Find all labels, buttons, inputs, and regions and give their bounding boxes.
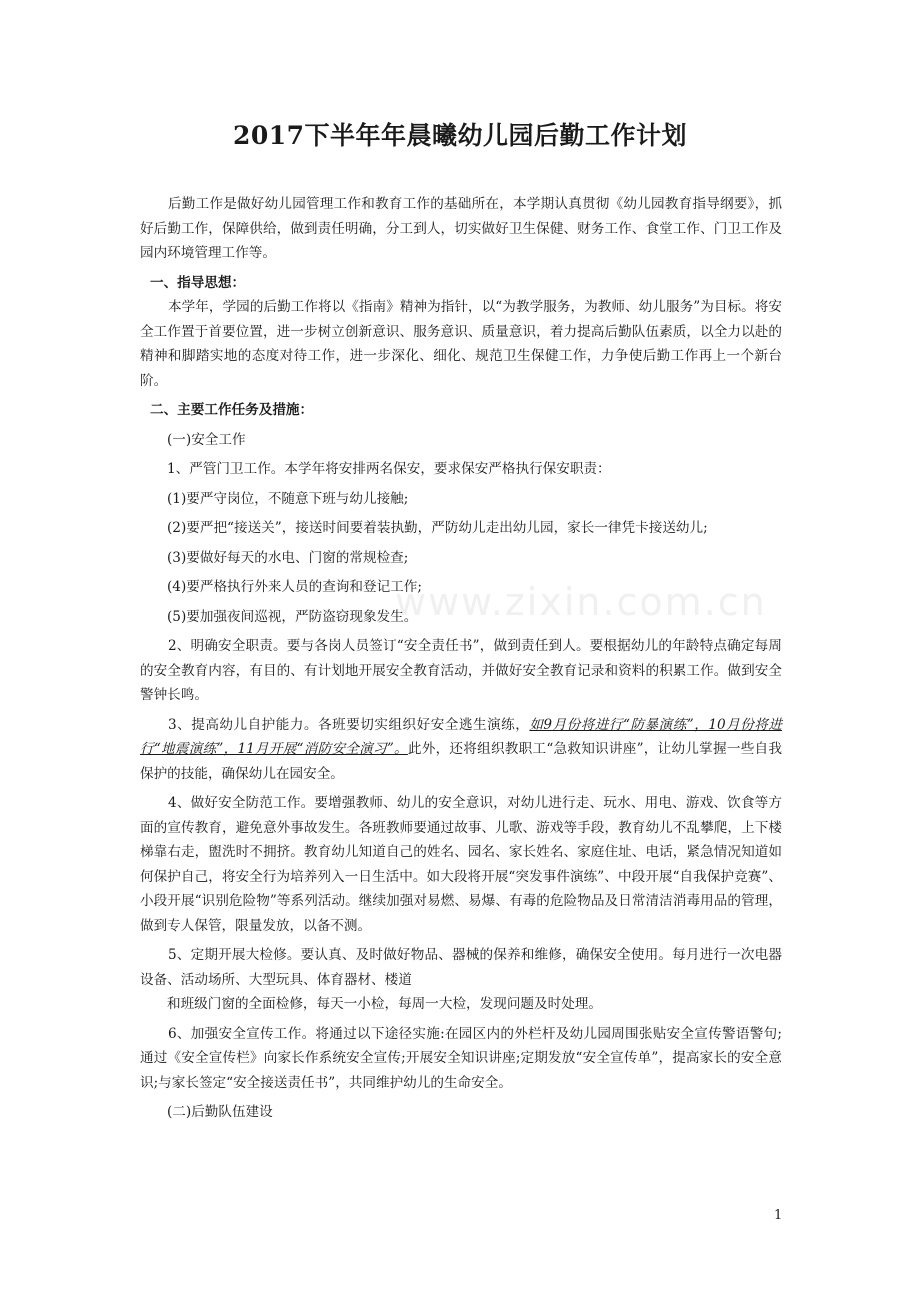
section1-heading: 一、指导思想： <box>150 274 246 291</box>
item4-paragraph: 4、做好安全防范工作。要增强教师、幼儿的安全意识，对幼儿进行走、玩水、用电、游戏、饮食等方面的宣传教育，避免意外事故发生。各班教师要通过故事、儿歌、游戏等手段，教育幼儿不乱攀爬，上下楼梯靠右走，盥洗时不拥挤。教育幼儿知道自己的姓名、园名、家长姓名、家庭住址、电话，紧急情况知道如何保护自己，将安全行为培养列入一日生活中。如大段将开展“突发事件演练”、中段开展“自我保护竞赛”、小段开展“识别危险物”等系列活动。继续加强对易燃、易爆、有毒的危险物品及日常清洁消毒用品的管理，做到专人保管，限量发放，以备不测。 <box>140 795 782 934</box>
drill-schedule-underlined: 如9月份将进行“防暴演练”，10月份将进行“地震演练”，11月开展“消防安全演习”。 <box>140 716 782 757</box>
duty-item: (2)要严把“接送关”，接送时间要着装执勤，严防幼儿走出幼儿园，家长一律凭卡接送幼儿; <box>167 520 708 536</box>
document-body <box>140 192 782 1125</box>
watermark: www.zixin.com.cn <box>395 580 767 624</box>
item2-paragraph: 2、明确安全职责。要与各岗人员签订“安全责任书”，做到责任到人。要根据幼儿的年龄特点确定每周的安全教育内容，有目的、有计划地开展安全教育活动，并做好安全教育记录和资料的积累工作。做到安全警钟长鸣。 <box>140 638 782 703</box>
item5-continuation: 和班级门窗的全面检修，每天一小检，每周一大检，发现问题及时处理。 <box>167 996 602 1012</box>
page-number: 1 <box>774 1208 783 1223</box>
item5-paragraph: 5、定期开展大检修。要认真、及时做好物品、器械的保养和维修，确保安全使用。每月进行一次电器设备、活动场所、大型玩具、体育器材、楼道 <box>140 947 782 988</box>
section2-heading: 二、主要工作任务及措施： <box>150 402 314 418</box>
duty-item: (1)要严守岗位，不随意下班与幼儿接触; <box>167 490 409 507</box>
duty-item: (5)要加强夜间巡视，严防盗窃现象发生。 <box>167 608 418 625</box>
item3-tail: 此外，还将组织教职工“急救知识讲座”，让幼儿掌握一些自我保护的技能，确保幼儿在园安全。 <box>140 741 782 782</box>
duty-item: (3)要做好每天的水电、门窗的常规检查; <box>167 549 409 566</box>
document-title: 2017下半年年晨曦幼儿园后勤工作计划 <box>232 121 688 150</box>
intro-paragraph: 后勤工作是做好幼儿园管理工作和教育工作的基础所在，本学期认真贯彻《幼儿园教育指导纲要》，抓好后勤工作，保障供给，做到责任明确，分工到人，切实做好卫生保健、财务工作、食堂工作、门卫工作及园内环境管理工作等。 <box>140 196 782 261</box>
item3-lead: 3、提高幼儿自护能力。各班要切实组织好安全逃生演练， <box>168 716 530 733</box>
item6-paragraph: 6、加强安全宣传工作。将通过以下途径实施:在园区内的外栏杆及幼儿园周围张贴安全宣传警语警句;通过《安全宣传栏》向家长作系统安全宣传;开展安全知识讲座;定期发放“安全宣传单”，提高家长的安全意识;与家长签定“安全接送责任书”，共同维护幼儿的生命安全。 <box>140 1025 782 1091</box>
subsection-safety-heading: (一)安全工作 <box>167 431 246 448</box>
subsection-staff-heading: (二)后勤队伍建设 <box>167 1104 273 1120</box>
duty-item: (4)要严格执行外来人员的查询和登记工作; <box>167 579 422 595</box>
item1-paragraph: 1、严管门卫工作。本学年将安排两名保安，要求保安严格执行保安职责： <box>167 461 611 477</box>
item3-paragraph <box>140 713 782 787</box>
section1-paragraph: 本学年，学园的后勤工作将以《指南》精神为指针，以“为教学服务，为教师、幼儿服务”为目标。将安全工作置于首要位置，进一步树立创新意识、服务意识、质量意识，着力提高后勤队伍素质，以全力以赴的精神和脚踏实地的态度对待工作，进一步深化、细化、规范卫生保健工作，力争使后勤工作再上一个新台阶。 <box>140 299 782 389</box>
